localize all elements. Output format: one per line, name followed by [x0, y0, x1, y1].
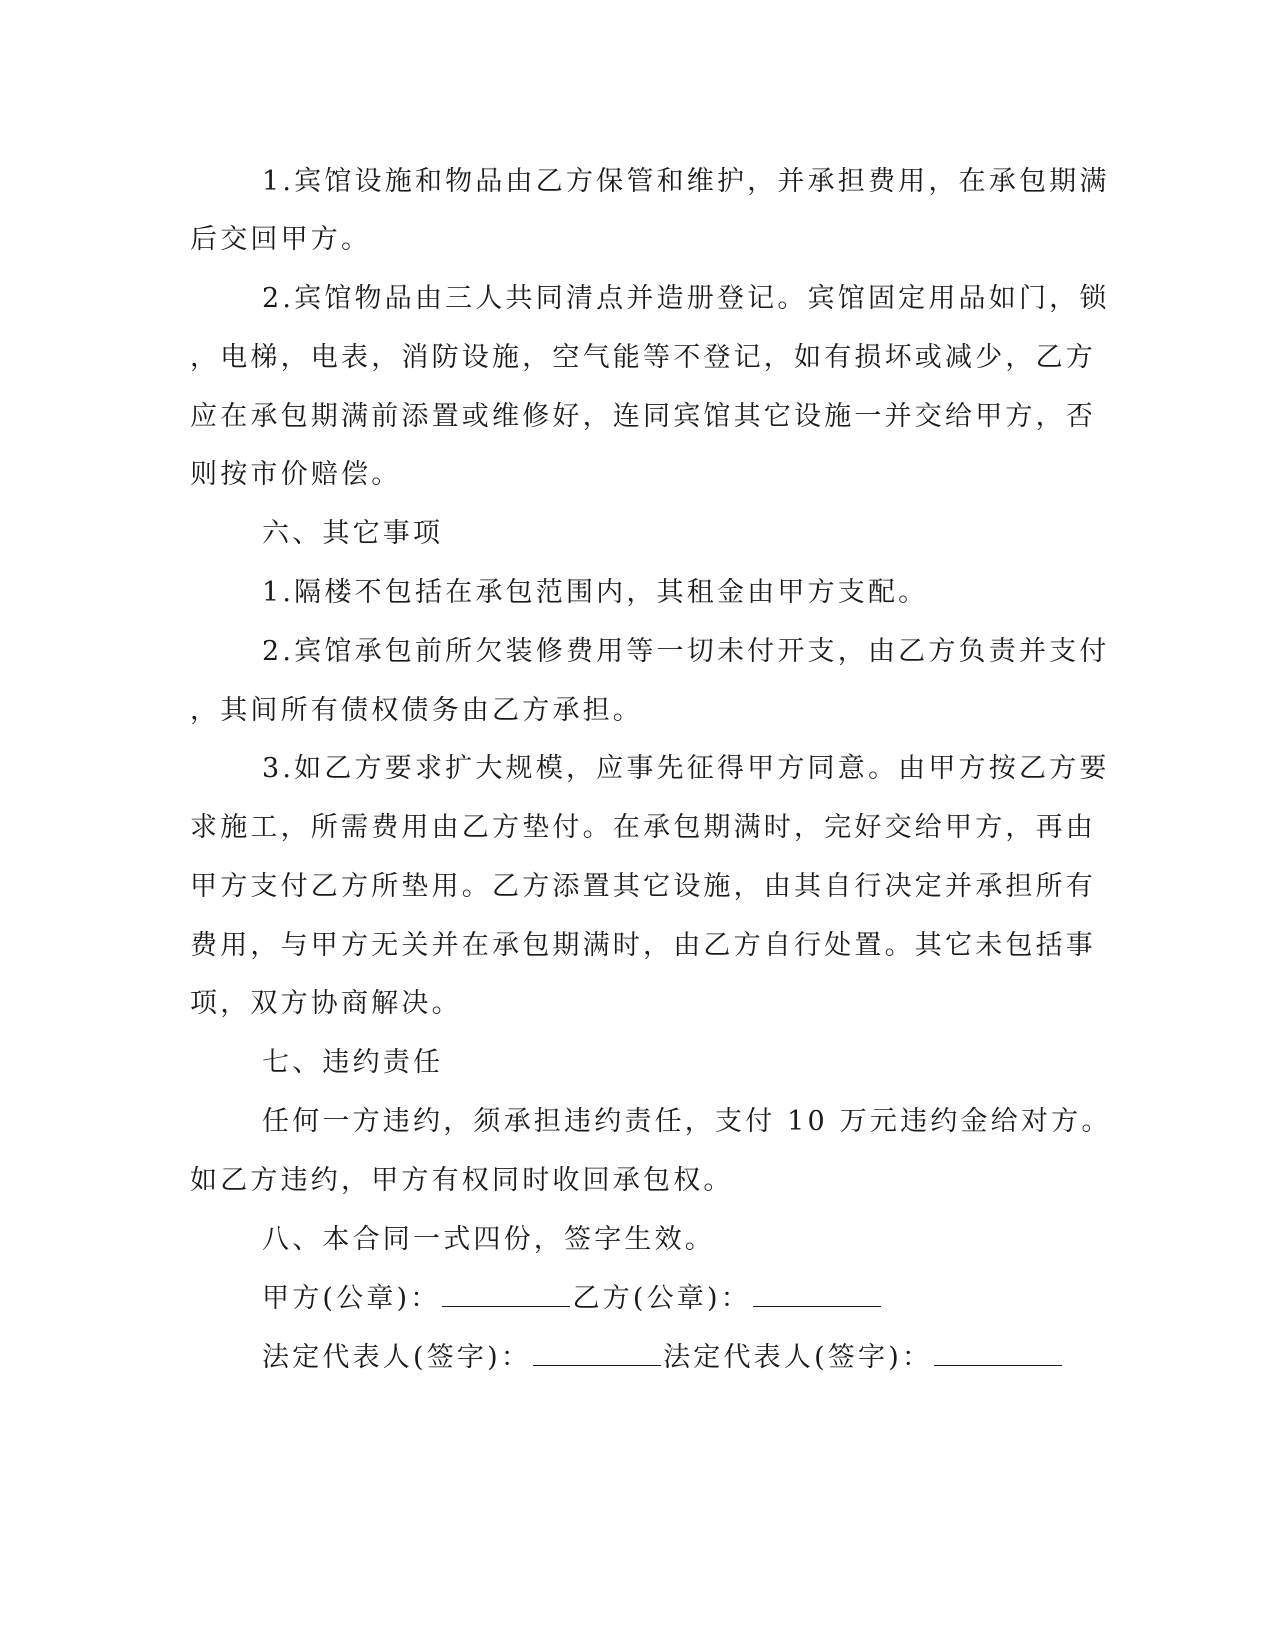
text-line: 甲方支付乙方所垫用。乙方添置其它设施，由其自行决定并承担所有: [190, 871, 1096, 902]
rep-a-label: 法定代表人(签字)：: [262, 1342, 532, 1373]
text-line: 项，双方协商解决。: [190, 988, 462, 1019]
text-line: ，其间所有债权债务由乙方承担。: [190, 695, 643, 726]
party-a-seal-label: 甲方(公章)：: [262, 1283, 441, 1314]
party-b-seal-blank: [753, 1280, 881, 1307]
text-line: 1.宾馆设施和物品由乙方保管和维护，并承担费用，在承包期满: [262, 166, 1110, 197]
text-line: 如乙方违约，甲方有权同时收回承包权。: [190, 1165, 734, 1196]
text-line: 求施工，所需费用由乙方垫付。在承包期满时，完好交给甲方，再由: [190, 812, 1096, 843]
seal-signature-row: [262, 1280, 883, 1317]
text-line: 1.隔楼不包括在承包范围内，其租金由甲方支配。: [262, 577, 929, 608]
party-a-seal-blank: [442, 1280, 570, 1307]
text-line: 3.如乙方要求扩大规模，应事先征得甲方同意。由甲方按乙方要: [262, 753, 1110, 784]
text-line: 八、本合同一式四份，签字生效。: [262, 1224, 715, 1255]
text-line: ，电梯，电表，消防设施，空气能等不登记，如有损坏或减少，乙方: [190, 342, 1096, 373]
party-b-seal-label: 乙方(公章)：: [572, 1283, 751, 1314]
text-line: 2.宾馆物品由三人共同清点并造册登记。宾馆固定用品如门，锁: [262, 283, 1110, 314]
text-line: 则按市价赔偿。: [190, 459, 402, 490]
representative-signature-row: [262, 1339, 1064, 1376]
text-line: 应在承包期满前添置或维修好，连同宾馆其它设施一并交给甲方，否: [190, 401, 1096, 432]
rep-b-blank: [934, 1339, 1062, 1366]
rep-a-blank: [533, 1339, 661, 1366]
text-line: 费用，与甲方无关并在承包期满时，由乙方自行处置。其它未包括事: [190, 930, 1096, 961]
text-line: 后交回甲方。: [190, 224, 372, 255]
text-line: 2.宾馆承包前所欠装修费用等一切未付开支，由乙方负责并支付: [262, 636, 1110, 667]
section-heading: 六、其它事项: [262, 518, 444, 549]
text-line: 任何一方违约，须承担违约责任，支付 10 万元违约金给对方。: [262, 1106, 1112, 1137]
rep-b-label: 法定代表人(签字)：: [663, 1342, 933, 1373]
section-heading: 七、违约责任: [262, 1047, 444, 1078]
